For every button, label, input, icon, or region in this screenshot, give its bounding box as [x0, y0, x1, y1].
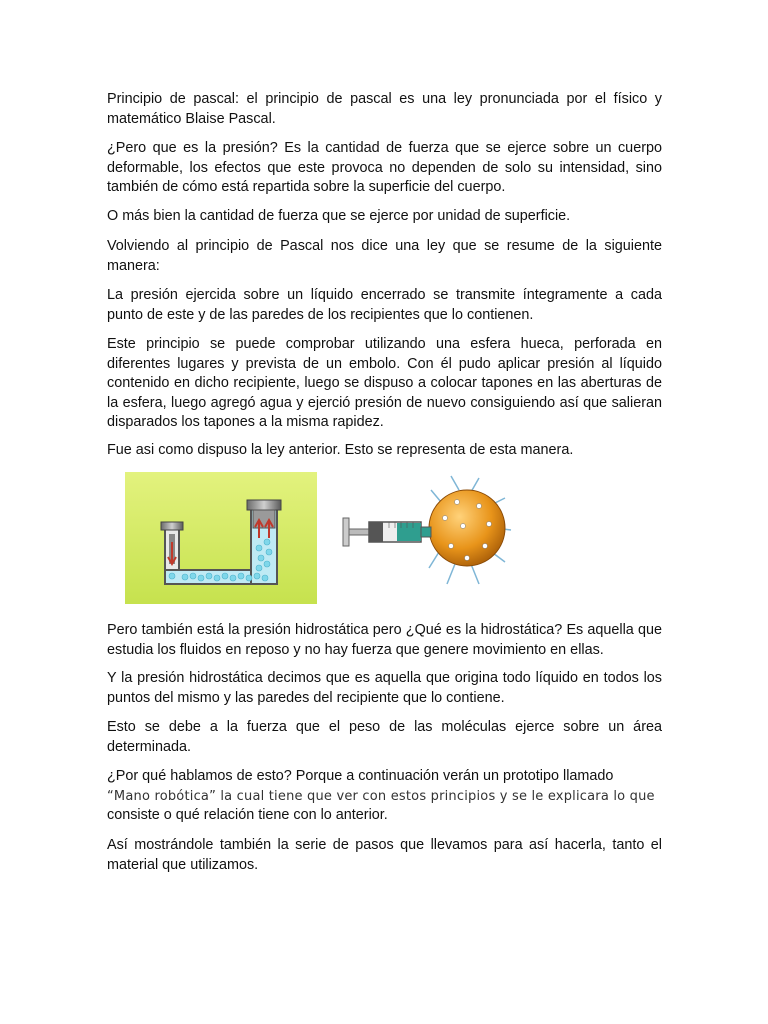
paragraph-text: Pero también está la presión hidrostática pero ¿Qué es la hidrostática? Es aquella que estudia los fluidos en reposo y no hay fuerza que genere movimiento en ellas. [107, 622, 662, 658]
paragraph-line-robotic-hand: “Mano robótica” la cual tiene que ver con estos principios y se le explicara lo que [107, 788, 655, 804]
paragraph-steps [107, 836, 662, 875]
paragraph-hydrostatic-definition [107, 669, 662, 708]
paragraph-text: ¿Pero que es la presión? Es la cantidad de fuerza que se ejerce sobre un cuerpo deformable, los efectos que este provoca no dependen de solo su intensidad, sino también de cómo está repartida sobre la superficie del cuerpo. [107, 140, 662, 195]
paragraph-line: consiste o qué relación tiene con lo anterior. [107, 807, 388, 823]
paragraph-law-statement [107, 286, 662, 325]
hydraulic-press-illustration [125, 472, 317, 604]
paragraph-line: ¿Por qué hablamos de esto? Porque a continuación verán un prototipo llamado [107, 768, 614, 784]
paragraph-experiment [107, 335, 662, 433]
paragraph-pressure-question [107, 139, 662, 198]
paragraph-prototype [107, 767, 662, 826]
pascal-syringe-sphere-illustration [339, 472, 512, 594]
hydraulic-press-icon [125, 472, 317, 604]
paragraph-text: O más bien la cantidad de fuerza que se ejerce por unidad de superficie. [107, 208, 571, 224]
paragraph-text: Y la presión hidrostática decimos que es aquella que origina todo líquido en todos los puntos del mismo y las paredes del recipiente que lo contiene. [107, 670, 662, 706]
syringe-sphere-icon [339, 472, 512, 594]
paragraph-text: Volviendo al principio de Pascal nos dice una ley que se resume de la siguiente manera: [107, 238, 662, 274]
paragraph-text: Así mostrándole también la serie de pasos que llevamos para así hacerla, tanto el material que utilizamos. [107, 837, 662, 873]
paragraph-hydrostatic-question [107, 621, 662, 660]
paragraph-text: Fue asi como dispuso la ley anterior. Esto se representa de esta manera. [107, 442, 574, 458]
paragraph-text: Principio de pascal: el principio de pascal es una ley pronunciada por el físico y matemático Blaise Pascal. [107, 91, 662, 127]
paragraph-molecules [107, 718, 662, 757]
paragraph-intro [107, 90, 662, 129]
paragraph-representation [107, 441, 662, 461]
paragraph-pascal-law [107, 237, 662, 276]
paragraph-text: Este principio se puede comprobar utilizando una esfera hueca, perforada en diferentes lugares y prevista de un embolo. Con él pudo aplicar presión al líquido contenido en dicho recipiente, luego se dispuso a colocar tapones en las aberturas de la esfera, luego agregó agua y ejerció presión de nuevo consiguiendo así que salieran disparados los tapones a la misma rapidez. [107, 336, 662, 430]
paragraph-text: Esto se debe a la fuerza que el peso de las moléculas ejerce sobre un área determinada. [107, 719, 662, 755]
paragraph-definition [107, 207, 662, 227]
paragraph-text: La presión ejercida sobre un líquido encerrado se transmite íntegramente a cada punto de este y de las paredes de los recipientes que lo contienen. [107, 287, 662, 323]
